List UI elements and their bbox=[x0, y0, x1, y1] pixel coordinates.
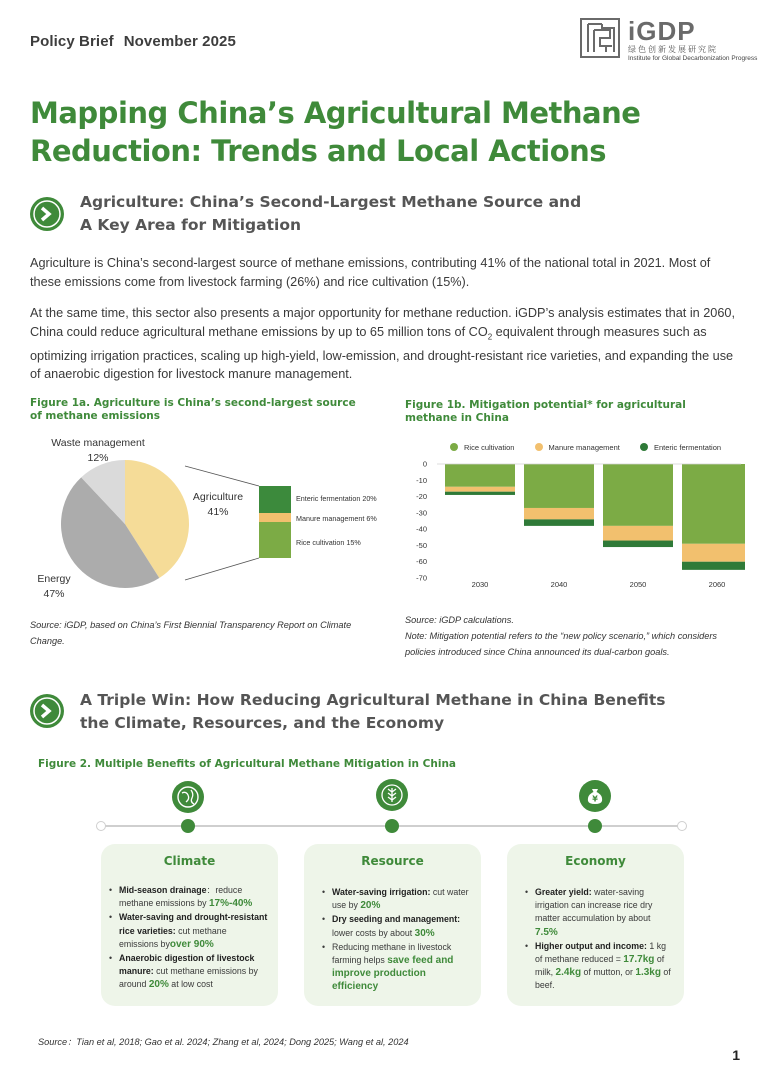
item-bold: Greater yield: bbox=[535, 887, 592, 897]
y-tick-label: -40 bbox=[416, 524, 427, 534]
label-agriculture bbox=[178, 490, 258, 520]
item-highlight: 1.3kg bbox=[635, 967, 661, 979]
bar-segment-manure-management bbox=[603, 526, 673, 541]
breakdown-bar-manure bbox=[259, 513, 291, 522]
logo-seal-icon bbox=[580, 18, 620, 58]
label-energy-pct: 47% bbox=[43, 588, 65, 600]
x-tick-label: 2040 bbox=[550, 580, 568, 589]
bar-segment-enteric-fermentation bbox=[682, 562, 745, 570]
fig1b-source-note bbox=[405, 612, 745, 660]
logo-chinese: 绿色创新发展研究院 bbox=[628, 45, 718, 54]
item-bold: Water-saving and drought-resistant rice varieties: bbox=[119, 912, 268, 936]
bar-segment-manure-management bbox=[445, 487, 515, 492]
list-item bbox=[109, 952, 268, 992]
item-highlight: save feed and improve production efficiency bbox=[332, 955, 454, 993]
section1-title-line1: Agriculture: China’s Second-Largest Methane Source and bbox=[80, 193, 582, 211]
legend-label-enteric: Enteric fermentation bbox=[653, 443, 722, 452]
y-tick-label: 0 bbox=[422, 459, 427, 469]
item-text: 1 kg of methane reduced = bbox=[535, 940, 666, 965]
item-text: cut methane emissions by bbox=[119, 925, 227, 949]
y-tick-label: -30 bbox=[416, 508, 427, 518]
para2-part-a: At the same time, this sector also presents a major opportunity for methane reduction. iGDP’s analysis estimates that in 2060, China could reduce agricultural methane emissions by up to 65 million tons of CO bbox=[30, 306, 735, 339]
climate-globe-icon bbox=[172, 781, 204, 813]
logo-english: Institute for Global Decarbonization Progress bbox=[628, 55, 758, 62]
footer-source: Source：Tian et al, 2018; Gao et al. 2024; Zhang et al, 2024; Dong 2025; Wang et al, 2024 bbox=[38, 1037, 409, 1047]
y-tick-label: -60 bbox=[416, 557, 427, 567]
para2-subscript: 2 bbox=[487, 332, 493, 342]
label-waste bbox=[38, 436, 158, 466]
item-highlight: 17%-40% bbox=[208, 898, 253, 910]
card-resource-title: Resource bbox=[361, 854, 424, 868]
legend-dot-rice bbox=[450, 443, 458, 451]
y-tick-label: -10 bbox=[416, 475, 427, 485]
item-text: cut methane emissions by around bbox=[119, 966, 258, 990]
fig1a-title: Figure 1a. Agriculture is China’s second-largest source of methane emissions bbox=[30, 397, 356, 422]
list-item bbox=[525, 940, 674, 993]
card-economy-title: Economy bbox=[565, 854, 626, 868]
section1-title bbox=[80, 191, 581, 237]
breakdown-label-rice: Rice cultivation 15% bbox=[296, 538, 361, 547]
bar-segment-enteric-fermentation bbox=[524, 519, 594, 526]
timeline-dot-economy bbox=[588, 819, 602, 833]
card-climate-list bbox=[109, 884, 268, 992]
item-bold: Water-saving irrigation: bbox=[332, 887, 431, 897]
legend-item-manure bbox=[535, 443, 620, 452]
bar-segment-rice-cultivation bbox=[445, 464, 515, 487]
bar-segment-rice-cultivation bbox=[682, 464, 745, 544]
item-text: of beef. bbox=[535, 967, 671, 991]
item-highlight: 20% bbox=[360, 900, 381, 912]
label-energy-name: Energy bbox=[37, 573, 71, 585]
section2-arrow-icon bbox=[30, 694, 64, 728]
x-tick-label: 2030 bbox=[471, 580, 489, 589]
legend-label-rice: Rice cultivation bbox=[464, 443, 515, 452]
item-text: Reducing methane in livestock farming helps bbox=[332, 941, 452, 966]
section1-paragraph2 bbox=[30, 304, 742, 384]
section2-title-line2: the Climate, Resources, and the Economy bbox=[80, 714, 445, 732]
fig1a-source: Source: iGDP, based on China’s First Biennial Transparency Report on Climate Change. bbox=[30, 620, 352, 646]
item-text: water-saving irrigation can increase rice dry matter accumulation by about bbox=[535, 887, 653, 924]
fig1b-legend bbox=[450, 443, 721, 452]
item-text: of mutton, or bbox=[581, 967, 636, 978]
bar-segment-manure-management bbox=[524, 508, 594, 519]
breakdown-label-enteric: Enteric fermentation 20% bbox=[296, 494, 377, 503]
item-bold: Dry seeding and management: bbox=[332, 914, 461, 925]
label-agri-name: Agriculture bbox=[192, 491, 244, 503]
legend-dot-manure bbox=[535, 443, 543, 451]
item-bold: Mid-season drainage bbox=[119, 885, 207, 895]
page-title: Mapping China’s Agricultural Methane Reduction: Trends and Local Actions bbox=[30, 96, 641, 168]
callout-line-bottom bbox=[185, 558, 259, 580]
igdp-logo bbox=[580, 16, 758, 66]
item-highlight: 2.4kg bbox=[555, 967, 582, 979]
fig1b-note: Note: Mitigation potential refers to the “new policy scenario,” which considers policies introduced since China announced its dual-carbon goals. bbox=[405, 631, 718, 657]
breakdown-bar-rice bbox=[259, 522, 291, 558]
legend-item-enteric bbox=[640, 443, 721, 452]
brief-header bbox=[30, 33, 246, 50]
fig1b-title: Figure 1b. Mitigation potential* for agricultural methane in China bbox=[405, 399, 686, 424]
item-text: lower costs by about bbox=[332, 927, 415, 938]
item-text: of milk, bbox=[535, 954, 665, 978]
timeline-end-cap bbox=[677, 821, 687, 831]
card-economy bbox=[507, 844, 684, 1006]
resource-wheat-icon bbox=[376, 779, 408, 811]
breakdown-bar-enteric bbox=[259, 486, 291, 513]
x-tick-label: 2050 bbox=[629, 580, 647, 589]
bar-segment-enteric-fermentation bbox=[603, 541, 673, 548]
fig1b-source: Source: iGDP calculations. bbox=[405, 615, 514, 625]
card-resource-list bbox=[322, 886, 471, 994]
item-highlight: over 90% bbox=[169, 938, 214, 950]
item-bold: Higher output and income: bbox=[535, 940, 647, 951]
bar-segment-enteric-fermentation bbox=[445, 492, 515, 495]
breakdown-label-manure: Manure management 6% bbox=[296, 514, 377, 523]
fig1b-bar-chart bbox=[405, 455, 745, 595]
logo-name: iGDP bbox=[628, 16, 696, 46]
item-highlight: 7.5% bbox=[535, 926, 558, 938]
label-energy bbox=[24, 572, 84, 602]
section2-title-line1: A Triple Win: How Reducing Agricultural Methane in China Benefits bbox=[80, 691, 666, 709]
card-climate bbox=[101, 844, 278, 1006]
section1-title-line2: A Key Area for Mitigation bbox=[80, 216, 302, 234]
list-item bbox=[525, 886, 674, 939]
item-bold: Anaerobic digestion of livestock manure: bbox=[119, 953, 255, 977]
x-tick-label: 2060 bbox=[708, 580, 726, 589]
brief-label: Policy Brief bbox=[30, 33, 114, 50]
bar-segment-rice-cultivation bbox=[524, 464, 594, 508]
item-highlight: 17.7kg bbox=[623, 954, 655, 966]
card-climate-title: Climate bbox=[163, 854, 216, 868]
card-economy-list bbox=[525, 886, 674, 993]
label-waste-pct: 12% bbox=[87, 452, 109, 464]
fig2-title: Figure 2. Multiple Benefits of Agricultural Methane Mitigation in China bbox=[38, 758, 457, 770]
list-item bbox=[109, 884, 268, 910]
y-tick-label: -20 bbox=[416, 492, 427, 502]
item-text: at low cost bbox=[168, 979, 213, 990]
y-tick-label: -50 bbox=[416, 540, 427, 550]
timeline-start-cap bbox=[96, 821, 106, 831]
item-text: cut water use by bbox=[332, 887, 469, 911]
list-item bbox=[109, 911, 268, 951]
y-tick-label: -70 bbox=[416, 573, 427, 583]
timeline-dot-climate bbox=[181, 819, 195, 833]
bar-segment-rice-cultivation bbox=[603, 464, 673, 526]
timeline-dot-resource bbox=[385, 819, 399, 833]
list-item bbox=[322, 941, 471, 994]
callout-line-top bbox=[185, 466, 259, 486]
item-text: ：reduce methane emissions by bbox=[119, 885, 243, 909]
legend-label-manure: Manure management bbox=[548, 443, 620, 452]
list-item bbox=[322, 913, 471, 939]
list-item bbox=[322, 886, 471, 912]
page-number: 1 bbox=[732, 1047, 740, 1063]
svg-text:¥: ¥ bbox=[592, 794, 598, 804]
legend-dot-enteric bbox=[640, 443, 648, 451]
section1-arrow-icon bbox=[30, 197, 64, 231]
item-highlight: 30% bbox=[414, 927, 435, 939]
label-waste-name: Waste management bbox=[51, 437, 145, 449]
section1-paragraph1: Agriculture is China’s second-largest source of methane emissions, contributing 41% of the national total in 2021. Most of these emissions come from livestock farming (26%) and rice cultivation (15%). bbox=[30, 256, 711, 289]
economy-moneybag-icon bbox=[579, 780, 611, 812]
section2-title bbox=[80, 689, 666, 735]
brief-date: November 2025 bbox=[123, 33, 236, 50]
para2-part-b: equivalent through measures such as optimizing irrigation practices, scaling up high-yield, low-emission, and drought-resistant rice varieties, and expanding the use of anaerobic digestion for livestock manure management. bbox=[30, 324, 734, 382]
item-highlight: 20% bbox=[148, 979, 169, 991]
label-agri-pct: 41% bbox=[207, 506, 229, 518]
card-resource bbox=[304, 844, 481, 1006]
legend-item-rice bbox=[450, 443, 514, 452]
bar-segment-manure-management bbox=[682, 544, 745, 562]
